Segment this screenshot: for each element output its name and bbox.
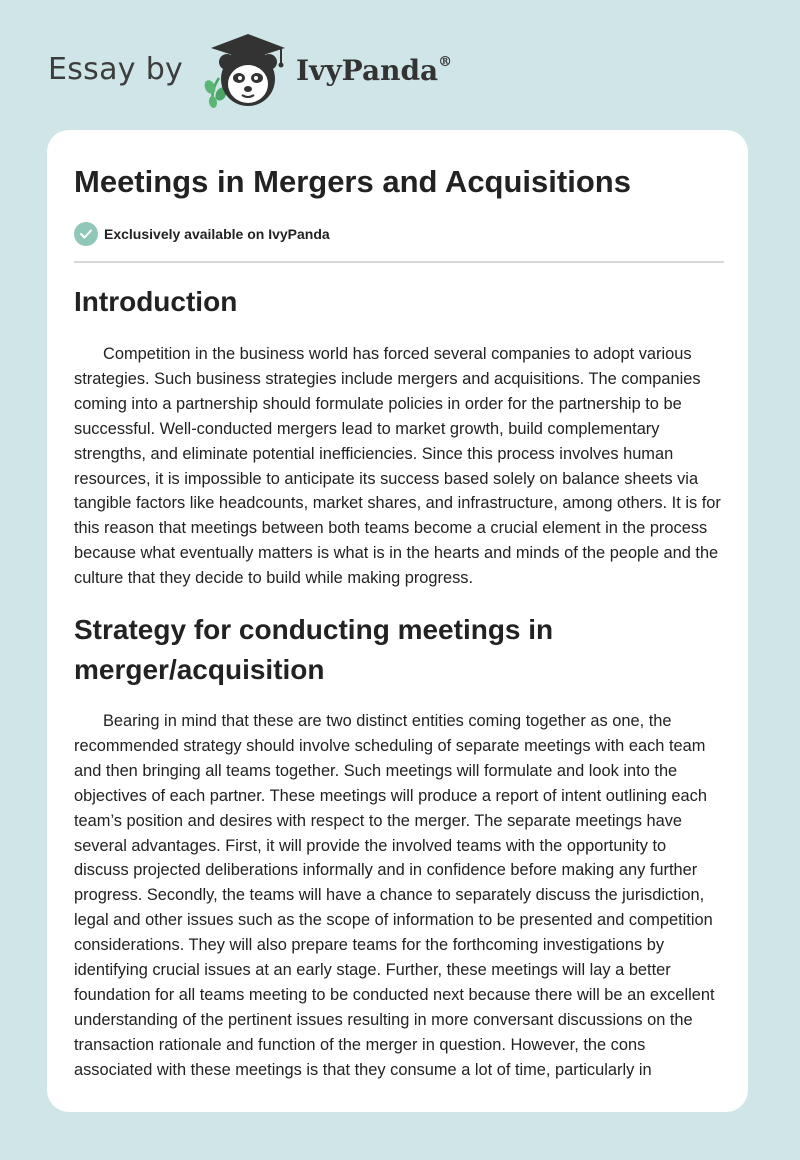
ivypanda-logo-icon[interactable] xyxy=(201,32,293,110)
essay-by-label: Essay by xyxy=(48,52,184,87)
exclusive-badge-label: Exclusively available on IvyPanda xyxy=(104,226,330,242)
page-title: Meetings in Mergers and Acquisitions xyxy=(74,164,631,199)
divider xyxy=(74,261,724,263)
site-header xyxy=(48,30,748,110)
brand-text: IvyPanda xyxy=(296,54,439,87)
essay-card xyxy=(47,130,748,1112)
section-paragraph-strategy: Bearing in mind that these are two distinct entities coming together as one, the recommended strategy should involve scheduling of separate meetings with each team and then bringing all teams together. Such meetings will formulate and look into the objectives of each partner. These meetings will produce a report of intent outlining each team’s position and desires with respect to the merger. The separate meetings have several advantages. First, it will provide the involved teams with the opportunity to discuss projected deliberations informally and in confidence before making any further progress. Secondly, the teams will have a chance to separately discuss the jurisdiction, legal and other issues such as the scope of information to be presented and competition considerations. They will also prepare teams for the forthcoming investigations by identifying crucial issues at an early stage. Further, these meetings will lay a better foundation for all teams meeting to be conducted next because there will be an excellent understanding of the pertinent issues resulting in more conversant discussions on the transaction rationale and function of the merger in question. However, the cons associated with these meetings is that they consume a lot of time, particularly in xyxy=(74,712,715,1079)
section-heading-introduction: Introduction xyxy=(74,286,238,317)
section-heading-strategy: Strategy for conducting meetings in merger/acquisition xyxy=(74,614,554,685)
check-icon xyxy=(74,222,98,246)
brand-name[interactable] xyxy=(296,54,452,87)
section-paragraph-introduction: Competition in the business world has forced several companies to adopt various strategies. Such business strategies include mergers and acquisitions. The companies coming into a partnership should formulate policies in order for the partnership to be successful. Well-conducted mergers lead to market growth, build complementary strengths, and eliminate potential inefficiencies. Since this process involves human resources, it is impossible to anticipate its success based solely on balance sheets via tangible factors like headcounts, market shares, and infrastructure, among others. It is for this reason that meetings between both teams become a crucial element in the process because what eventually matters is what is in the hearts and minds of the people and the culture that they decide to build while making progress. xyxy=(74,345,721,588)
registered-mark: ® xyxy=(438,53,453,70)
exclusive-badge xyxy=(74,222,330,246)
